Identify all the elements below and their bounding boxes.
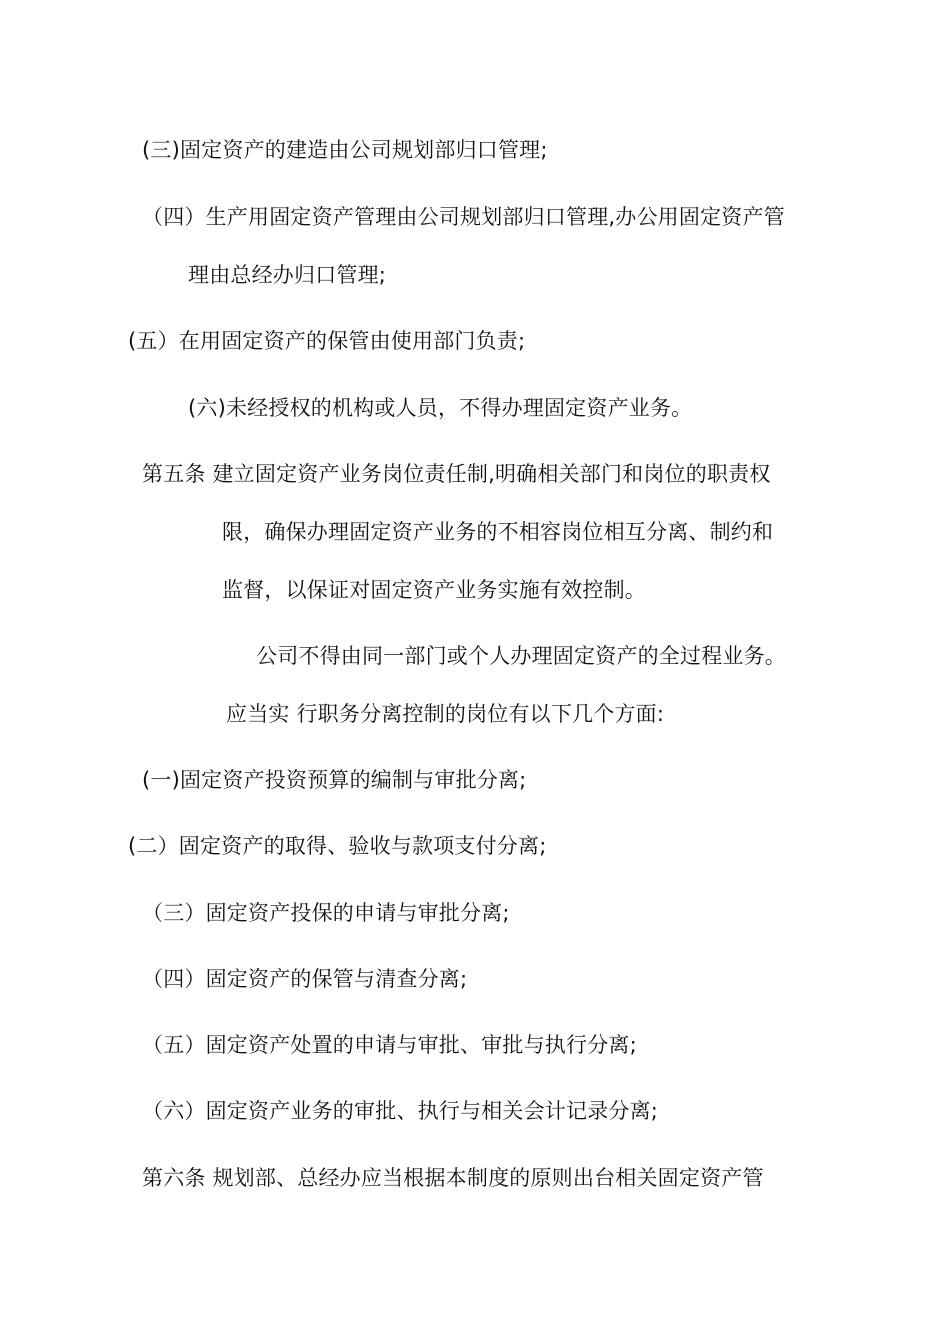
text-line: 公司不得由同一部门或个人办理固定资产的全过程业务。 [256, 644, 786, 668]
text-line: 限，确保办理固定资产业务的不相容岗位相互分离、制约和 [222, 520, 774, 544]
text-line: （四）固定资产的保管与清查分离; [142, 967, 468, 991]
text-line: (六)未经授权的机构或人员，不得办理固定资产业务。 [188, 396, 693, 420]
text-line: （六）固定资产业务的审批、执行与相关会计记录分离; [142, 1099, 659, 1123]
text-line: （四）生产用固定资产管理由公司规划部归口管理,办公用固定资产管 [142, 205, 785, 229]
text-line: (一)固定资产投资预算的编制与审批分离; [142, 768, 527, 792]
text-line: (五）在用固定资产的保管由使用部门负责; [128, 329, 526, 353]
text-line: 应当实 行职务分离控制的岗位有以下几个方面: [226, 702, 665, 726]
text-line: 第六条 规划部、总经办应当根据本制度的原则出台相关固定资产管 [142, 1166, 764, 1190]
text-line: (二）固定资产的取得、验收与款项支付分离; [128, 834, 547, 858]
text-line: 理由总经办归口管理; [188, 263, 387, 287]
text-line: 监督，以保证对固定资产业务实施有效控制。 [222, 578, 646, 602]
text-line: (三)固定资产的建造由公司规划部归口管理; [142, 138, 548, 162]
text-line: 第五条 建立固定资产业务岗位责任制,明确相关部门和岗位的职责权 [142, 462, 771, 486]
text-line: （三）固定资产投保的申请与审批分离; [142, 901, 510, 925]
text-line: （五）固定资产处置的申请与审批、审批与执行分离; [142, 1033, 637, 1057]
